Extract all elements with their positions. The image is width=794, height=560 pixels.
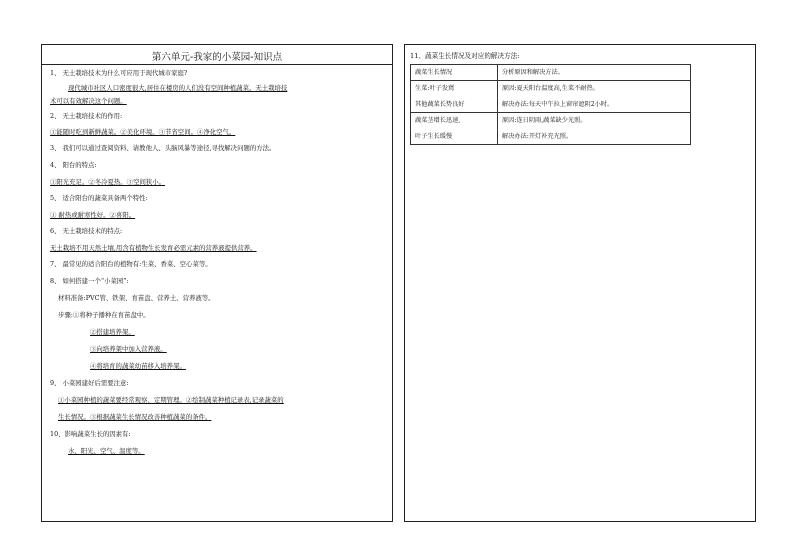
q10-answer: 水、阳光、空气、温度等。	[68, 447, 145, 455]
q8-materials: 材料准备:PVC管、铁架、育苗盘、营养土、营养液等。	[58, 294, 215, 302]
q10-question: 10、影响蔬菜生长的因素有:	[50, 430, 131, 438]
title-divider	[42, 64, 392, 65]
table-header-row	[411, 65, 691, 81]
solution-line: 原因:夏天阳台温度高,生菜不耐热。	[502, 85, 599, 92]
q8-step3: ③向培养架中加入营养液。	[90, 345, 167, 353]
table-cell-situation	[411, 81, 498, 113]
table-row	[411, 113, 691, 145]
page-title: 第六单元-我家的小菜园-知识点	[151, 52, 283, 63]
q6-answer: 无土栽培不用天然土壤,用含有植物生长发育必需元素的营养液提供营养。	[50, 244, 257, 252]
q4-question: 4、 阳台的特点:	[50, 161, 97, 169]
q11-heading: 11、蔬菜生长情况及对应的解决方法:	[410, 52, 520, 60]
q3-text: 3、 我们可以通过查阅资料、请教他人、头脑风暴等途径,寻找解决问题的方法。	[50, 144, 276, 152]
q9-question: 9、 小菜园建好后需要注意:	[50, 379, 129, 387]
situation-line: 生菜:叶子发蔫	[415, 85, 455, 92]
q7-text: 7、 最常见的适合阳台的植物有:生菜、香菜、空心菜等。	[50, 260, 212, 268]
growth-problem-table	[410, 64, 691, 145]
q1-answer-line2: 术可以有效解决这个问题。	[50, 97, 127, 105]
table-cell-solution	[498, 81, 691, 113]
q9-answer-line2: 生长情况。③根据蔬菜生长情况改善种植蔬菜的条件。	[58, 413, 212, 421]
q8-step2: ②搭建培养架。	[90, 328, 135, 336]
situation-line: 叶子生长缓慢	[415, 133, 453, 140]
right-page	[404, 44, 756, 522]
table-row	[411, 81, 691, 113]
q9-answer-line1: ①小菜园种植的蔬菜要经常观察、定期管理。②绘制蔬菜种植记录表,记录蔬菜的	[58, 396, 284, 404]
q8-step1: 步骤:①将种子播种在育苗盘中。	[58, 311, 150, 319]
solution-line: 解决办法:开灯补充光照。	[502, 133, 573, 140]
q2-question: 2、 无土栽培技术的作用:	[50, 112, 123, 120]
table-cell-situation	[411, 113, 498, 145]
table-cell-solution	[498, 113, 691, 145]
q1-question: 1、 无土栽培技术为什么可应用于现代城市家庭?	[50, 69, 188, 77]
solution-line: 原因:连日阴雨,蔬菜缺少光照。	[502, 117, 587, 124]
q4-answer: ①阳光充足。②冬冷夏热。③空间狭小。	[50, 178, 166, 186]
table-header-cell: 蔬菜生长情况	[411, 65, 498, 81]
q2-answer: ①能随时吃到新鲜蔬菜。②美化环境。③节省空间。④净化空气。	[50, 128, 236, 136]
solution-line: 解决办法:每天中午拉上窗帘遮阴2小时。	[502, 101, 614, 108]
q5-question: 5、 适合阳台的蔬菜具备两个特性:	[50, 194, 148, 202]
situation-line: 蔬菜茎增长迅速,	[415, 117, 461, 124]
q8-question: 8、 如何搭建一个“小菜园”:	[50, 277, 129, 285]
q1-answer-line1: 现代城市社区人口密度很大,居住在楼房的人们没有空间种植蔬菜。无土栽培技	[68, 84, 288, 92]
q8-step4: ④将培育的蔬菜幼苗移入培养架。	[90, 362, 186, 370]
situation-line: 其他蔬菜长势良好	[415, 101, 465, 108]
q6-question: 6、 无土栽培技术的特点:	[50, 227, 123, 235]
left-page	[41, 44, 393, 522]
table-header-cell: 分析原因和解决方法。	[498, 65, 691, 81]
q5-answer: ① 耐热或耐寒性好。②喜阳。	[50, 211, 136, 219]
